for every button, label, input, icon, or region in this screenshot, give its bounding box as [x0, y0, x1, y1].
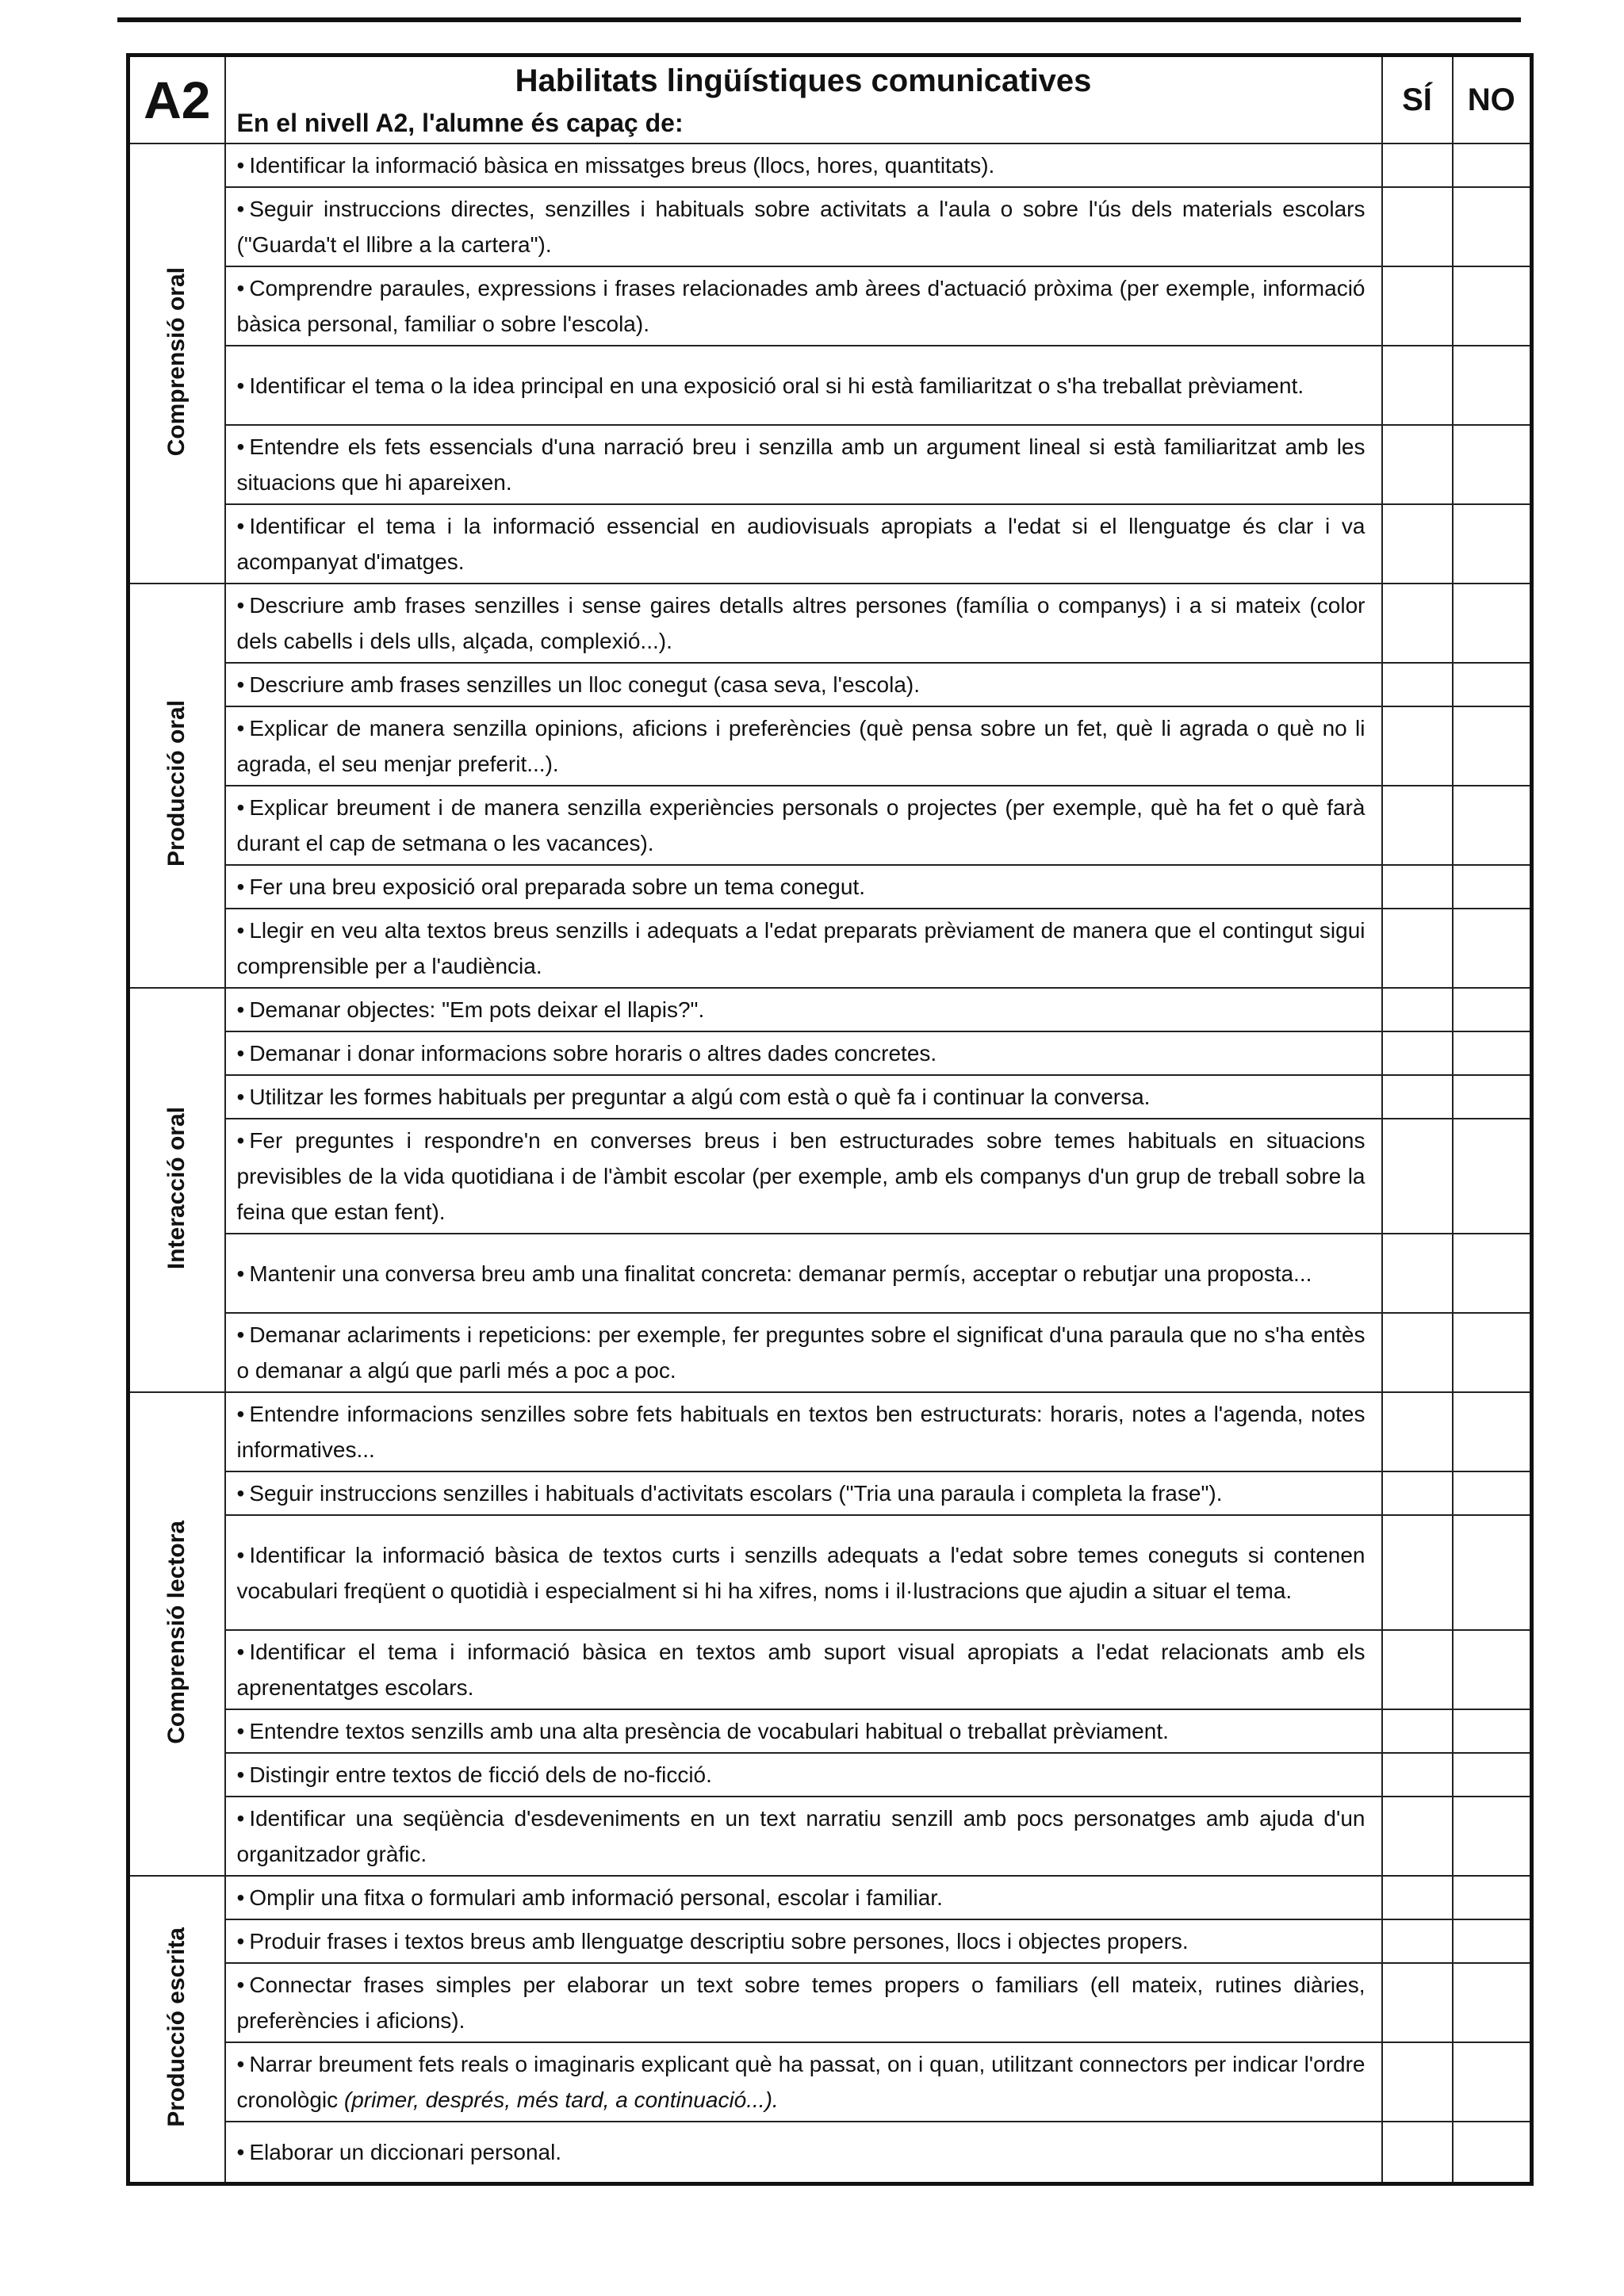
table-row: [128, 2122, 1532, 2184]
table-row: [128, 584, 1532, 663]
no-checkbox-cell[interactable]: [1453, 1797, 1532, 1876]
no-checkbox-cell[interactable]: [1453, 1313, 1532, 1392]
bullet-icon: •: [236, 672, 245, 697]
skill-item: [225, 1919, 1382, 1963]
table-row: [128, 1753, 1532, 1797]
bullet-icon: •: [236, 514, 245, 538]
skill-item: [225, 1392, 1382, 1471]
bullet-icon: •: [236, 997, 245, 1022]
no-checkbox-cell[interactable]: [1453, 1876, 1532, 1919]
table-row: [128, 425, 1532, 504]
no-checkbox-cell[interactable]: [1453, 266, 1532, 346]
skill-item: [225, 1515, 1382, 1630]
bullet-icon: •: [236, 593, 245, 618]
table-row: [128, 1313, 1532, 1392]
skill-item: [225, 2042, 1382, 2122]
table-row: [128, 865, 1532, 909]
table-row: [128, 1471, 1532, 1515]
no-checkbox-cell[interactable]: [1453, 187, 1532, 266]
section-label: Interacció oral: [163, 1106, 190, 1270]
bullet-icon: •: [236, 1128, 245, 1153]
bullet-icon: •: [236, 1640, 245, 1664]
table-row: [128, 1031, 1532, 1075]
yes-checkbox-cell[interactable]: [1382, 1630, 1453, 1709]
section-label: Comprensió oral: [163, 266, 190, 457]
bullet-icon: •: [236, 1885, 245, 1910]
no-checkbox-cell[interactable]: [1453, 1709, 1532, 1753]
no-checkbox-cell[interactable]: [1453, 1630, 1532, 1709]
yes-checkbox-cell[interactable]: [1382, 1392, 1453, 1471]
table-row: [128, 1709, 1532, 1753]
skill-item: [225, 1234, 1382, 1313]
no-checkbox-cell[interactable]: [1453, 1515, 1532, 1630]
table-row: [128, 266, 1532, 346]
no-checkbox-cell[interactable]: [1453, 1471, 1532, 1515]
table-row: [128, 1963, 1532, 2042]
bullet-icon: •: [236, 1719, 245, 1743]
skill-item-text: Identificar el tema i la informació essencial en audiovisuals apropiats a l'edat si el llenguatge és clar i va acompanyat d'imatges.: [236, 514, 1365, 574]
skill-item-text: Demanar i donar informacions sobre horaris o altres dades concretes.: [249, 1041, 937, 1066]
header-title-cell: [225, 55, 1382, 144]
skill-item-text: Identificar una seqüència d'esdeveniments en un text narratiu senzill amb pocs personatges amb ajuda d'un organitzador gràfic.: [236, 1806, 1365, 1866]
yes-checkbox-cell[interactable]: [1382, 1797, 1453, 1876]
bullet-icon: •: [236, 276, 245, 300]
bullet-icon: •: [236, 1041, 245, 1066]
skill-item: [225, 1876, 1382, 1919]
table-row: [128, 1876, 1532, 1919]
skill-item: [225, 865, 1382, 909]
bullet-icon: •: [236, 1762, 245, 1787]
skill-item-text: Identificar el tema o la idea principal en una exposició oral si hi està familiaritzat o s'ha treballat prèviament.: [249, 373, 1304, 398]
table-row: [128, 988, 1532, 1031]
table-row: [128, 1919, 1532, 1963]
skill-item-text: Entendre textos senzills amb una alta presència de vocabulari habitual o treballat prèviament.: [249, 1719, 1169, 1743]
skill-item: [225, 504, 1382, 584]
no-checkbox-cell[interactable]: [1453, 2122, 1532, 2184]
table-row: [128, 909, 1532, 988]
skill-item-text: Mantenir una conversa breu amb una finalitat concreta: demanar permís, acceptar o rebutjar una proposta...: [249, 1261, 1312, 1286]
yes-checkbox-cell[interactable]: [1382, 187, 1453, 266]
skill-item-text: Omplir una fitxa o formulari amb informació personal, escolar i familiar.: [249, 1885, 943, 1910]
skill-item: [225, 1709, 1382, 1753]
bullet-icon: •: [236, 2052, 245, 2076]
skill-item: [225, 1471, 1382, 1515]
bullet-icon: •: [236, 373, 245, 398]
no-checkbox-cell[interactable]: [1453, 1392, 1532, 1471]
skill-item-text: Fer una breu exposició oral preparada sobre un tema conegut.: [249, 874, 866, 899]
yes-checkbox-cell[interactable]: [1382, 786, 1453, 865]
skill-item-text: Identificar la informació bàsica de textos curts i senzills adequats a l'edat sobre temes coneguts si contenen vocabulari freqüent o quotidià i especialment si hi ha xifres, noms i il·lustracions que ajudin a situar el tema.: [236, 1542, 1365, 1603]
table-row: [128, 706, 1532, 786]
yes-checkbox-cell[interactable]: [1382, 1031, 1453, 1075]
table-row: [128, 144, 1532, 187]
skill-item: [225, 706, 1382, 786]
yes-checkbox-cell[interactable]: [1382, 663, 1453, 706]
bullet-icon: •: [236, 795, 245, 820]
table-row: [128, 1075, 1532, 1119]
skill-item: [225, 425, 1382, 504]
table-row: [128, 1515, 1532, 1630]
yes-checkbox-cell[interactable]: [1382, 1876, 1453, 1919]
no-checkbox-cell[interactable]: [1453, 909, 1532, 988]
skill-item: [225, 2122, 1382, 2184]
table-row: [128, 346, 1532, 425]
skill-item-text: Elaborar un diccionari personal.: [249, 2140, 562, 2164]
section-label: Producció oral: [163, 700, 190, 867]
skill-item-text: Utilitzar les formes habituals per preguntar a algú com està o què fa i continuar la conversa.: [249, 1085, 1151, 1109]
section-label-cell: [128, 1392, 225, 1876]
skill-item-text: Distingir entre textos de ficció dels de no-ficció.: [249, 1762, 712, 1787]
skill-item-text: Entendre informacions senzilles sobre fets habituals en textos ben estructurats: horaris, notes a l'agenda, notes informatives...: [236, 1402, 1365, 1462]
no-checkbox-cell[interactable]: [1453, 865, 1532, 909]
no-checkbox-cell[interactable]: [1453, 2042, 1532, 2122]
table-row: [128, 187, 1532, 266]
yes-checkbox-cell[interactable]: [1382, 2122, 1453, 2184]
yes-checkbox-cell[interactable]: [1382, 346, 1453, 425]
section-label-cell: [128, 1876, 225, 2184]
bullet-icon: •: [236, 1973, 245, 1997]
skill-item-text: Seguir instruccions senzilles i habituals d'activitats escolars ("Tria una paraula i completa la frase").: [249, 1481, 1223, 1506]
table-row: [128, 1234, 1532, 1313]
bullet-icon: •: [236, 197, 245, 221]
no-checkbox-cell[interactable]: [1453, 1753, 1532, 1797]
yes-checkbox-cell[interactable]: [1382, 1709, 1453, 1753]
yes-checkbox-cell[interactable]: [1382, 706, 1453, 786]
table-row: [128, 1630, 1532, 1709]
skill-item-text: Demanar objectes: "Em pots deixar el llapis?".: [249, 997, 705, 1022]
bullet-icon: •: [236, 1085, 245, 1109]
skill-item: [225, 187, 1382, 266]
skill-item: [225, 786, 1382, 865]
yes-checkbox-cell[interactable]: [1382, 1075, 1453, 1119]
yes-checkbox-cell[interactable]: [1382, 909, 1453, 988]
bullet-icon: •: [236, 1481, 245, 1506]
yes-checkbox-cell[interactable]: [1382, 504, 1453, 584]
level-label: A2: [128, 55, 225, 144]
table-row: [128, 1797, 1532, 1876]
skill-item-text: Connectar frases simples per elaborar un text sobre temes propers o familiars (ell mateix, rutines diàries, preferències i aficions).: [236, 1973, 1365, 2033]
skill-item-text: Explicar de manera senzilla opinions, aficions i preferències (què pensa sobre un fet, què li agrada o què no li agrada, el seu menjar preferit...).: [236, 716, 1365, 776]
skill-item: [225, 144, 1382, 187]
bullet-icon: •: [236, 716, 245, 740]
bullet-icon: •: [236, 1806, 245, 1831]
yes-checkbox-cell[interactable]: [1382, 865, 1453, 909]
bullet-icon: •: [236, 1402, 245, 1426]
bullet-icon: •: [236, 1542, 245, 1567]
skill-item: [225, 1031, 1382, 1075]
no-checkbox-cell[interactable]: [1453, 663, 1532, 706]
skills-checklist-table: [126, 53, 1534, 2186]
skill-item-text: Explicar breument i de manera senzilla experiències personals o projectes (per exemple, què ha fet o què farà durant el cap de setmana o les vacances).: [236, 795, 1365, 855]
skill-item: [225, 909, 1382, 988]
table-row: [128, 663, 1532, 706]
skill-item: [225, 1119, 1382, 1234]
skill-item-text: Descriure amb frases senzilles un lloc conegut (casa seva, l'escola).: [249, 672, 921, 697]
yes-checkbox-cell[interactable]: [1382, 266, 1453, 346]
yes-checkbox-cell[interactable]: [1382, 1515, 1453, 1630]
bullet-icon: •: [236, 153, 245, 178]
no-checkbox-cell[interactable]: [1453, 988, 1532, 1031]
skill-item: [225, 1797, 1382, 1876]
skill-item-italic-text: (primer, després, més tard, a continuació...).: [343, 2087, 779, 2112]
bullet-icon: •: [236, 1929, 245, 1954]
yes-checkbox-cell[interactable]: [1382, 1919, 1453, 1963]
skill-item-text: Descriure amb frases senzilles i sense gaires detalls altres persones (família o companys) i a si mateix (color dels cabells i dels ulls, alçada, complexió...).: [236, 593, 1365, 653]
table-row: [128, 1392, 1532, 1471]
skill-item-text: Entendre els fets essencials d'una narració breu i senzilla amb un argument lineal si està familiaritzat amb les situacions que hi apareixen.: [236, 434, 1365, 495]
skill-item: [225, 266, 1382, 346]
skill-item-text: Identificar el tema i informació bàsica en textos amb suport visual apropiats a l'edat relacionats amb els aprenentatges escolars.: [236, 1640, 1365, 1700]
section-label-cell: [128, 144, 225, 584]
skill-item-text: Seguir instruccions directes, senzilles i habituals sobre activitats a l'aula o sobre l'ús dels materials escolars ("Guarda't el llibre a la cartera").: [236, 197, 1365, 257]
no-column-header: NO: [1453, 55, 1532, 144]
yes-checkbox-cell[interactable]: [1382, 584, 1453, 663]
no-checkbox-cell[interactable]: [1453, 1234, 1532, 1313]
no-checkbox-cell[interactable]: [1453, 1963, 1532, 2042]
bullet-icon: •: [236, 874, 245, 899]
bullet-icon: •: [236, 918, 245, 943]
bullet-icon: •: [236, 1322, 245, 1347]
top-rule: [117, 17, 1521, 22]
table-row: [128, 786, 1532, 865]
bullet-icon: •: [236, 1261, 245, 1286]
skill-item-text: Comprendre paraules, expressions i frases relacionades amb àrees d'actuació pròxima (per exemple, informació bàsica personal, familiar o sobre l'escola).: [236, 276, 1365, 336]
no-checkbox-cell[interactable]: [1453, 1919, 1532, 1963]
yes-checkbox-cell[interactable]: [1382, 1753, 1453, 1797]
section-label-cell: [128, 584, 225, 988]
no-checkbox-cell[interactable]: [1453, 706, 1532, 786]
yes-checkbox-cell[interactable]: [1382, 425, 1453, 504]
skill-item-text: Identificar la informació bàsica en missatges breus (llocs, hores, quantitats).: [249, 153, 995, 178]
yes-checkbox-cell[interactable]: [1382, 1234, 1453, 1313]
no-checkbox-cell[interactable]: [1453, 346, 1532, 425]
no-checkbox-cell[interactable]: [1453, 504, 1532, 584]
section-label-cell: [128, 988, 225, 1392]
skill-item: [225, 346, 1382, 425]
skill-item: [225, 663, 1382, 706]
table-row: [128, 504, 1532, 584]
yes-checkbox-cell[interactable]: [1382, 1963, 1453, 2042]
table-row: [128, 2042, 1532, 2122]
header-row: [128, 55, 1532, 144]
skill-item-text: Produir frases i textos breus amb llenguatge descriptiu sobre persones, llocs i objectes propers.: [249, 1929, 1189, 1954]
no-checkbox-cell[interactable]: [1453, 1119, 1532, 1234]
no-checkbox-cell[interactable]: [1453, 786, 1532, 865]
table-row: [128, 1119, 1532, 1234]
no-checkbox-cell[interactable]: [1453, 1031, 1532, 1075]
yes-checkbox-cell[interactable]: [1382, 1119, 1453, 1234]
yes-column-header: SÍ: [1382, 55, 1453, 144]
table-title: Habilitats lingüístiques comunicatives: [515, 63, 1092, 98]
no-checkbox-cell[interactable]: [1453, 425, 1532, 504]
no-checkbox-cell[interactable]: [1453, 584, 1532, 663]
skill-item: [225, 988, 1382, 1031]
skill-item: [225, 1313, 1382, 1392]
bullet-icon: •: [236, 434, 245, 459]
yes-checkbox-cell[interactable]: [1382, 988, 1453, 1031]
skill-item: [225, 1630, 1382, 1709]
table-subtitle: En el nivell A2, l'alumne és capaç de:: [236, 109, 684, 137]
bullet-icon: •: [236, 2140, 245, 2164]
section-label: Producció escrita: [163, 1927, 190, 2127]
skill-item: [225, 1075, 1382, 1119]
yes-checkbox-cell[interactable]: [1382, 144, 1453, 187]
section-label: Comprensió lectora: [163, 1520, 190, 1744]
no-checkbox-cell[interactable]: [1453, 1075, 1532, 1119]
no-checkbox-cell[interactable]: [1453, 144, 1532, 187]
skill-item-text: Fer preguntes i respondre'n en converses breus i ben estructurades sobre temes habituals en situacions previsibles de la vida quotidiana i de l'àmbit escolar (per exemple, amb els companys d'un grup de treball sobre la feina que estan fent).: [236, 1128, 1365, 1224]
skill-item-text: Narrar breument fets reals o imaginaris explicant què ha passat, on i quan, utilitzant connectors per indicar l'ordre cronològic: [236, 2052, 1365, 2112]
yes-checkbox-cell[interactable]: [1382, 1313, 1453, 1392]
skill-item-text: Demanar aclariments i repeticions: per exemple, fer preguntes sobre el significat d'una paraula que no s'ha entès o demanar a algú que parli més a poc a poc.: [236, 1322, 1365, 1383]
yes-checkbox-cell[interactable]: [1382, 1471, 1453, 1515]
skill-item: [225, 1753, 1382, 1797]
skill-item-text: Llegir en veu alta textos breus senzills i adequats a l'edat preparats prèviament de manera que el contingut sigui comprensible per a l'audiència.: [236, 918, 1365, 978]
skill-item: [225, 1963, 1382, 2042]
skill-item: [225, 584, 1382, 663]
yes-checkbox-cell[interactable]: [1382, 2042, 1453, 2122]
